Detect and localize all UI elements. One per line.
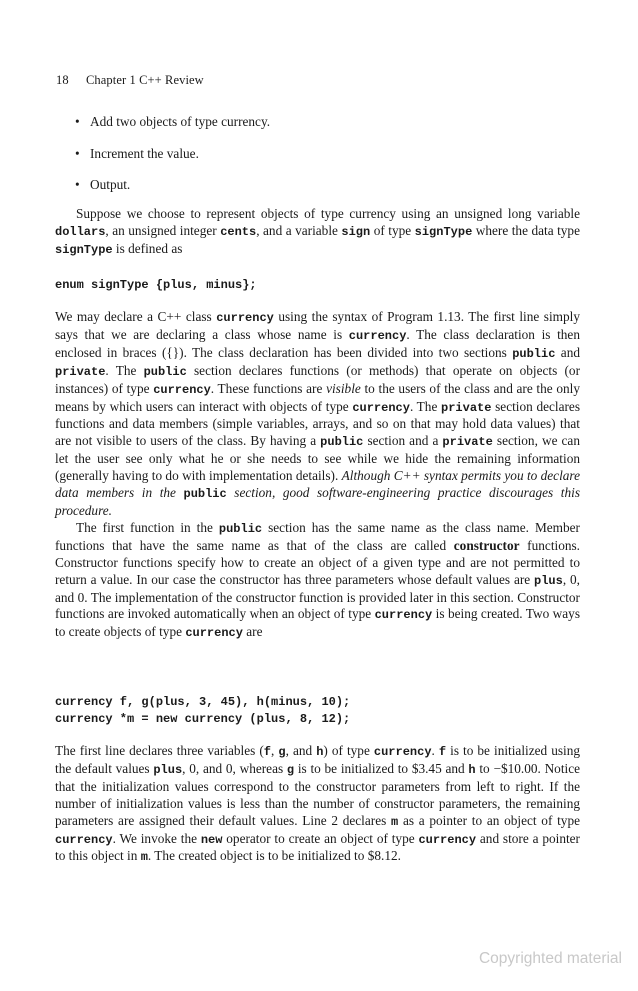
text-run: and store a pointer to this object in [55, 830, 580, 864]
italic-text: Although C++ syntax permits you to declare data members in the [55, 468, 580, 501]
text-run: are [242, 624, 263, 640]
text-run: section declares functions (or methods) that operate on objects (or instances) of type [55, 362, 580, 396]
inline-code: currency [374, 608, 433, 623]
inline-code: currency [216, 311, 274, 325]
text-run: . The [409, 398, 442, 414]
inline-code: signType [55, 242, 113, 257]
text-run: The first line declares three variables ( [55, 743, 264, 758]
copyright-watermark: Copyrighted material [478, 950, 622, 967]
text-run: . These functions are [210, 380, 327, 396]
inline-code: private [442, 435, 493, 450]
text-run: ) of type [323, 743, 374, 758]
inline-code: plus [153, 762, 183, 777]
text-run: is being created. Two ways to create objects of type [55, 606, 581, 640]
text-run: is defined as [112, 240, 183, 256]
inline-code: private [441, 400, 492, 415]
paragraph-2 [55, 309, 580, 520]
text-run: , 0, and 0. The implementation of the constructor function is provided later in this section. Constructor functions are invoked automatically when an object of type [55, 571, 580, 622]
inline-code: currency [373, 745, 432, 759]
text-run: section and a [363, 433, 443, 449]
text-run: using the syntax of Program 1.13. The first line simply says that we are declaring a class whose name is [55, 309, 580, 342]
inline-code: g [278, 745, 286, 759]
paragraph-4 [55, 743, 580, 866]
text-run: , an unsigned integer [105, 222, 221, 238]
list-item: • Add two objects of type currency. [75, 114, 271, 129]
code-line: enum signType {plus, minus}; [55, 278, 257, 292]
text-run: The first function in the [76, 519, 219, 535]
inline-code: m [140, 850, 148, 865]
text-run: is to be initialized using the default values [55, 743, 581, 776]
paragraph-4-block [55, 743, 580, 866]
text-run: is to be initialized to $3.45 and [294, 760, 469, 776]
text-run: and [555, 344, 580, 360]
code-block-2 [55, 694, 350, 728]
italic-text: section, good software-engineering practice discourages this procedure. [55, 485, 580, 518]
italic-text: visible [326, 380, 361, 396]
text-run: section has the same name as the class name. Member functions that have the same name as that of the class are called [55, 519, 580, 553]
text-run: We may declare a C++ class [55, 309, 217, 324]
inline-code: private [55, 364, 106, 379]
list-item: • Output. [75, 177, 131, 192]
inline-code: h [316, 745, 324, 759]
inline-code: currency [418, 832, 477, 847]
text-run: section, we can let the user see only what he or she needs to see while we hide the remaining information (generally having to do with implementation details). [55, 433, 580, 484]
text-run: , and [285, 743, 317, 758]
inline-code: new [200, 832, 223, 847]
code-block-1 [55, 277, 257, 294]
inline-code: f [438, 745, 447, 759]
bullet-icon: • [75, 177, 80, 192]
text-run: Suppose we choose to represent objects of type currency using an unsigned long variable [76, 206, 580, 221]
text-run: . The class declaration is then enclosed in braces ({}). The class declaration has been divided into two sections [55, 326, 580, 360]
text-run: functions. Constructor functions specify how to create an object of a given type and are not permitted to return a value. In our case the constructor has three parameters whose default values are [55, 537, 580, 587]
text-run: , 0, and 0, whereas [182, 760, 287, 776]
inline-code: public [512, 346, 556, 361]
inline-code: sign [341, 224, 371, 239]
inline-code: public [143, 364, 187, 379]
text-run: as a pointer to an object of type [398, 812, 580, 828]
list-item: • Increment the value. [75, 145, 199, 161]
text-run: . The [105, 362, 144, 378]
code-line: currency *m = new currency (plus, 8, 12); [55, 711, 351, 726]
inline-code: cents [220, 224, 257, 239]
inline-code: currency [55, 832, 113, 847]
inline-code: h [468, 762, 476, 777]
chapter-title: Chapter 1 C++ Review [86, 73, 204, 87]
page-header [56, 73, 204, 88]
inline-code: currency [352, 400, 410, 415]
inline-code: public [218, 521, 263, 536]
inline-code: m [391, 814, 399, 829]
inline-code: currency [185, 626, 243, 641]
text-run: , and a variable [256, 222, 342, 238]
text-run: to −$10.00. Notice that the initialization values correspond to the constructor parameters from left to right. If the number of initialization values is less than the number of constructor parameters, the remaining parameters are assigned their default values. Line 2 declares [55, 760, 581, 828]
text-run: section declares functions and data members (simple variables, arrays, and so on that may hold data values) that are not visible to users of the class. By having a [55, 398, 580, 449]
text-run: to the users of the class and are the only means by which users can interact with objects of type [55, 380, 580, 414]
inline-code: currency [348, 328, 407, 343]
text-run: . We invoke the [112, 830, 201, 846]
inline-code: f [263, 745, 271, 759]
paragraph-3 [55, 520, 580, 642]
paragraph-2-block [55, 309, 580, 642]
page-number: 18 [56, 73, 69, 87]
text-run: where the data type [472, 222, 580, 238]
text-run: of type [370, 222, 415, 238]
bullet-list [75, 114, 270, 209]
bullet-icon: • [75, 145, 80, 161]
text-run: . The created object is to be initialized to $8.12. [147, 848, 401, 864]
inline-code: public [320, 435, 364, 450]
inline-code: public [183, 487, 227, 502]
inline-code: plus [534, 573, 563, 588]
inline-code: g [286, 762, 295, 777]
text-run: operator to create an object of type [222, 830, 419, 846]
inline-code: currency [153, 382, 211, 397]
code-line: currency f, g(plus, 3, 45), h(minus, 10); [55, 695, 351, 709]
text-run: . [431, 743, 439, 758]
bullet-icon: • [75, 114, 80, 129]
text-run: , [271, 743, 279, 758]
inline-code: signType [414, 224, 473, 239]
paragraph-1-block [55, 206, 580, 259]
bold-term: constructor [453, 537, 520, 553]
inline-code: dollars [55, 224, 106, 239]
paragraph-1 [55, 206, 580, 259]
